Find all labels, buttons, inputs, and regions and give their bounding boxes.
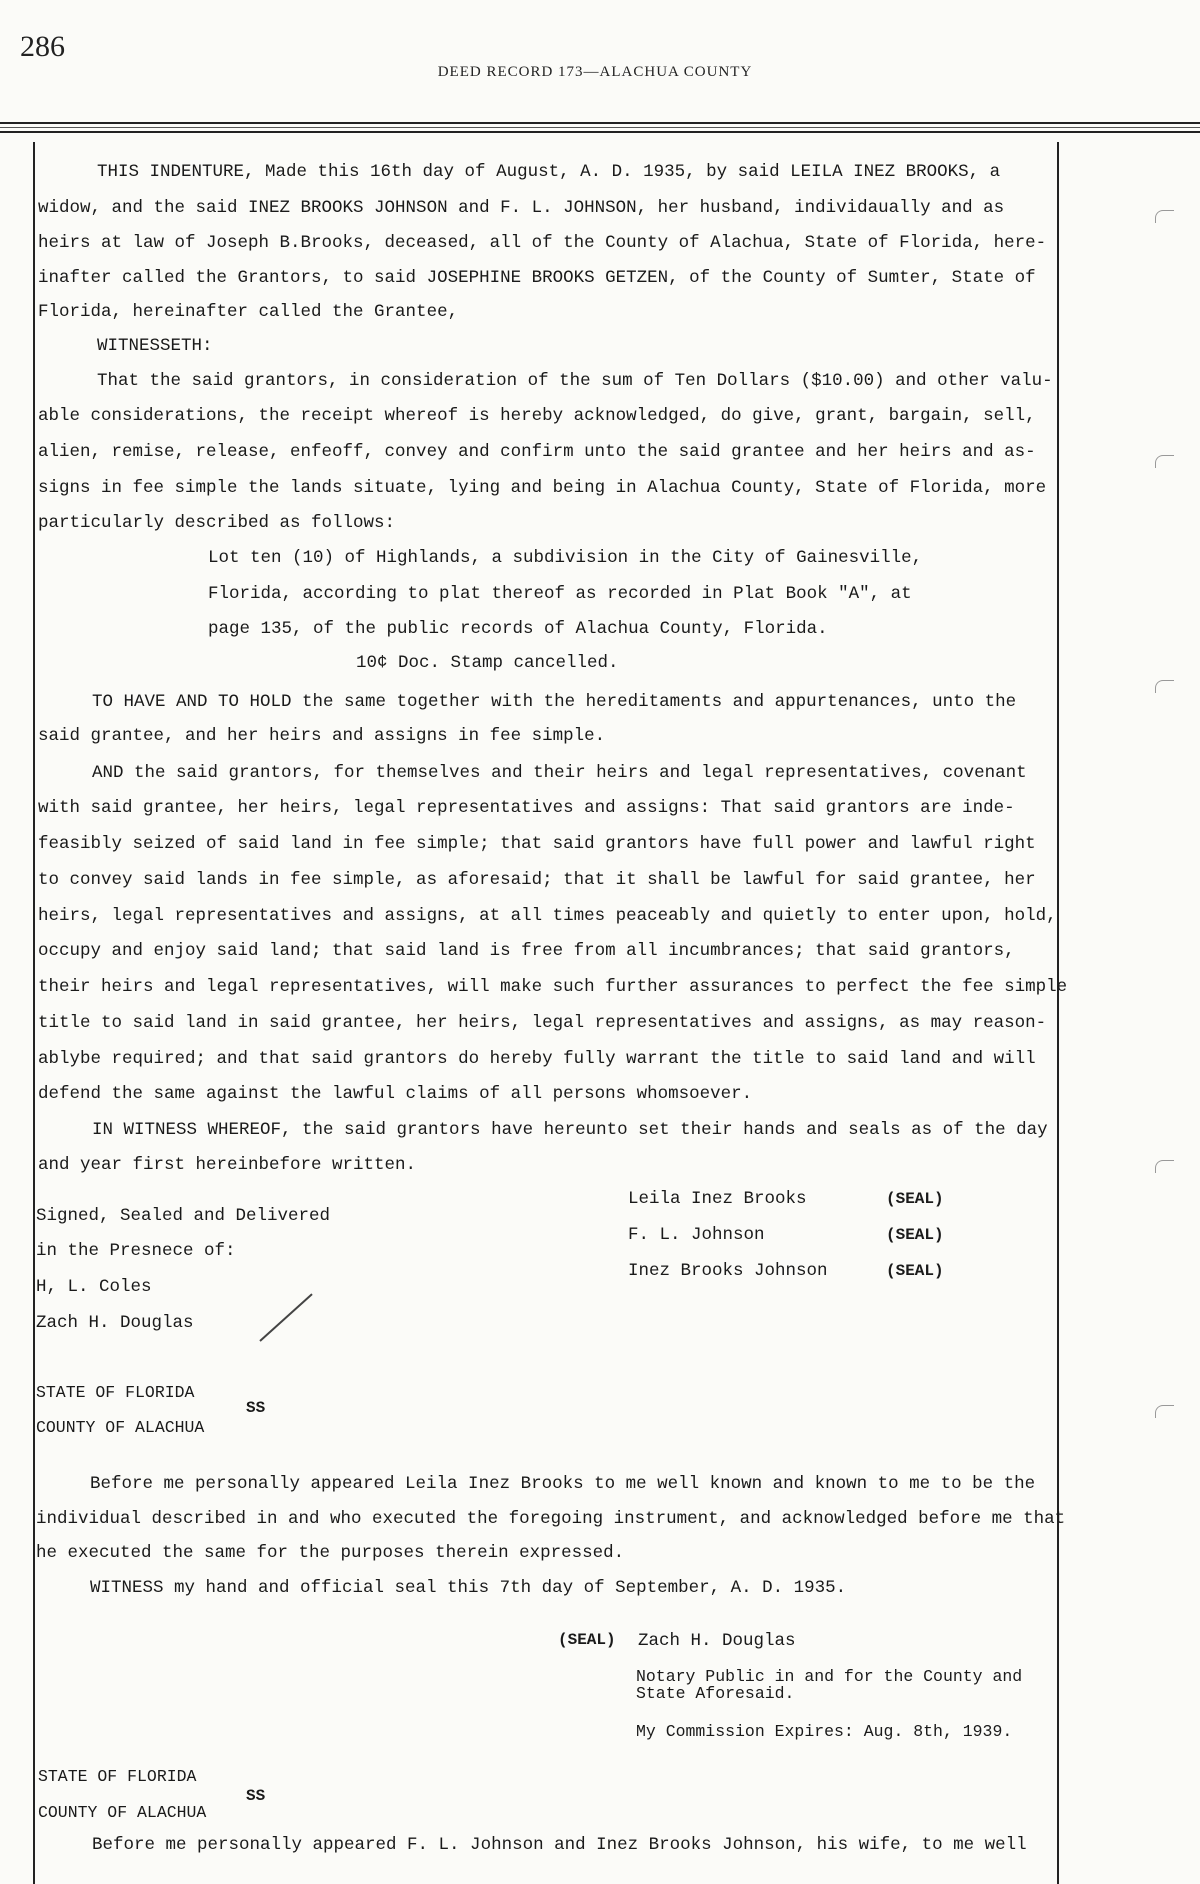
- venue-state: STATE OF FLORIDA: [36, 1383, 195, 1402]
- seal-mark: (SEAL): [886, 1190, 944, 1208]
- body-line: widow, and the said INEZ BROOKS JOHNSON and F. L. JOHNSON, her husband, individaually and as: [38, 198, 1005, 218]
- body-line: AND the said grantors, for themselves and their heirs and legal representatives, covenant: [92, 763, 1027, 783]
- venue-county: COUNTY OF ALACHUA: [38, 1803, 207, 1822]
- edge-mark: [1155, 680, 1174, 693]
- body-line: and year first hereinbefore written.: [38, 1155, 417, 1175]
- seal-mark: (SEAL): [886, 1226, 944, 1244]
- body-line: said grantee, and her heirs and assigns in fee simple.: [38, 726, 606, 746]
- ack-line: Before me personally appeared F. L. Johnson and Inez Brooks Johnson, his wife, to me well: [92, 1835, 1027, 1855]
- body-line: ablybe required; and that said grantors do hereby fully warrant the title to said land and will: [38, 1049, 1036, 1069]
- venue-county: COUNTY OF ALACHUA: [36, 1418, 205, 1437]
- legal-description-line: Lot ten (10) of Highlands, a subdivision in the City of Gainesville,: [208, 548, 923, 568]
- body-line: Florida, hereinafter called the Grantee,: [38, 302, 459, 322]
- ack-line: individual described in and who executed the foregoing instrument, and acknowledged before me that: [36, 1509, 1066, 1529]
- edge-mark: [1155, 210, 1174, 223]
- body-line: with said grantee, her heirs, legal representatives and assigns: That said grantors are inde-: [38, 798, 1015, 818]
- edge-mark: [1155, 455, 1174, 468]
- body-line: heirs, legal representatives and assigns, at all times peaceably and quietly to enter upon, hold,: [38, 906, 1057, 926]
- witness-name: H, L. Coles: [36, 1277, 152, 1297]
- body-line: their heirs and legal representatives, will make such further assurances to perfect the fee simple: [38, 977, 1068, 997]
- body-line: feasibly seized of said land in fee simple; that said grantors have full power and lawful right: [38, 834, 1036, 854]
- body-line: occupy and enjoy said land; that said land is free from all incumbrances; that said grantors,: [38, 941, 1015, 961]
- body-line: to convey said lands in fee simple, as aforesaid; that it shall be lawful for said grantee, her: [38, 870, 1036, 890]
- body-line: That the said grantors, in consideration of the sum of Ten Dollars ($10.00) and other valu-: [97, 371, 1053, 391]
- edge-mark: [1155, 1160, 1174, 1173]
- signatory-name: F. L. Johnson: [628, 1225, 765, 1245]
- body-line: THIS INDENTURE, Made this 16th day of August, A. D. 1935, by said LEILA INEZ BROOKS, a: [97, 162, 1001, 182]
- body-line: IN WITNESS WHEREOF, the said grantors have hereunto set their hands and seals as of the day: [92, 1120, 1048, 1140]
- running-head: DEED RECORD 173—ALACHUA COUNTY: [437, 64, 753, 80]
- page-number: 286: [20, 30, 65, 63]
- witness-line: Signed, Sealed and Delivered: [36, 1206, 331, 1226]
- ack-line: he executed the same for the purposes therein expressed.: [36, 1543, 625, 1563]
- legal-description-line: Florida, according to plat thereof as recorded in Plat Book "A", at: [208, 584, 912, 604]
- legal-description-line: page 135, of the public records of Alachua County, Florida.: [208, 619, 828, 639]
- signatory-name: Inez Brooks Johnson: [628, 1261, 828, 1281]
- body-line: particularly described as follows:: [38, 513, 396, 533]
- ack-line: Before me personally appeared Leila Inez Brooks to me well known and known to me to be the: [90, 1474, 1036, 1494]
- notary-seal: (SEAL): [558, 1631, 616, 1649]
- notary-commission: My Commission Expires: Aug. 8th, 1939.: [636, 1722, 1013, 1741]
- body-line: title to said land in said grantee, her heirs, legal representatives and assigns, as may reason-: [38, 1013, 1047, 1033]
- seal-mark: (SEAL): [886, 1262, 944, 1280]
- witness-name: Zach H. Douglas: [36, 1313, 194, 1333]
- stamp-note: 10¢ Doc. Stamp cancelled.: [356, 653, 619, 673]
- section-heading: WITNESSETH:: [97, 336, 213, 356]
- signatory-name: Leila Inez Brooks: [628, 1189, 807, 1209]
- notary-title: Notary Public in and for the County and: [636, 1667, 1023, 1686]
- body-line: defend the same against the lawful claims of all persons whomsoever.: [38, 1084, 753, 1104]
- notary-name: Zach H. Douglas: [638, 1631, 796, 1651]
- body-line: TO HAVE AND TO HOLD the same together with the hereditaments and appurtenances, unto the: [92, 692, 1017, 712]
- header-rules: [0, 122, 1200, 136]
- body-line: alien, remise, release, enfeoff, convey and confirm unto the said grantee and her heirs and as-: [38, 442, 1036, 462]
- venue-ss: SS: [246, 1399, 266, 1417]
- body-line: inafter called the Grantors, to said JOSEPHINE BROOKS GETZEN, of the County of Sumter, State of: [38, 268, 1036, 288]
- witness-line: in the Presnece of:: [36, 1241, 236, 1261]
- edge-mark: [1155, 1405, 1174, 1418]
- ack-line: WITNESS my hand and official seal this 7th day of September, A. D. 1935.: [90, 1578, 847, 1598]
- notary-title: State Aforesaid.: [636, 1684, 795, 1703]
- venue-state: STATE OF FLORIDA: [38, 1767, 197, 1786]
- body-line: able considerations, the receipt whereof is hereby acknowledged, do give, grant, bargain, sell,: [38, 406, 1036, 426]
- body-line: signs in fee simple the lands situate, lying and being in Alachua County, State of Florida, more: [38, 478, 1047, 498]
- venue-ss: SS: [246, 1787, 266, 1805]
- body-line: heirs at law of Joseph B.Brooks, deceased, all of the County of Alachua, State of Florida, here-: [38, 233, 1047, 253]
